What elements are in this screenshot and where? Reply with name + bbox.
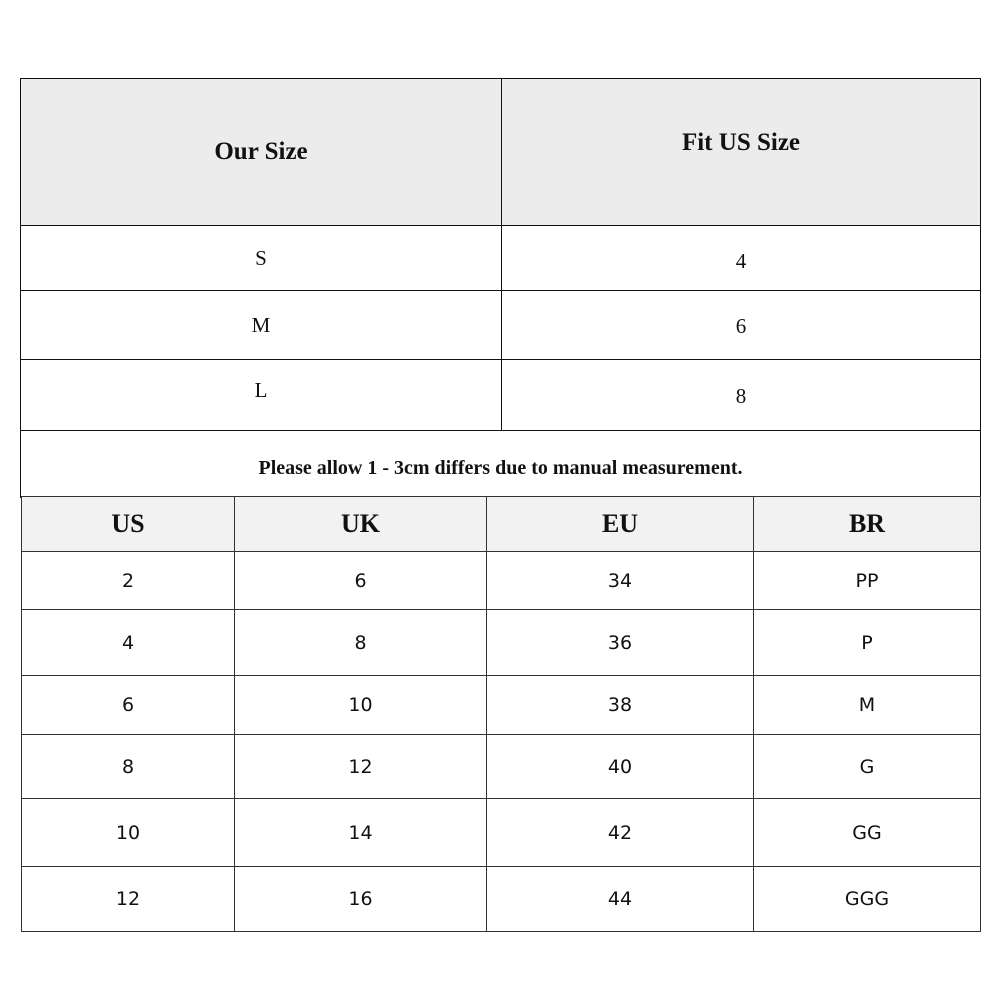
table-row [22, 799, 981, 867]
cell: P [754, 610, 981, 676]
table-row [22, 676, 981, 735]
cell: 8 [502, 360, 981, 431]
cell: 38 [487, 676, 754, 735]
table-row [22, 610, 981, 676]
cell: 8 [235, 610, 487, 676]
header-our-size: Our Size [21, 79, 502, 226]
cell: 2 [22, 552, 235, 610]
header-fit-us-size: Fit US Size [502, 79, 981, 226]
cell: 10 [235, 676, 487, 735]
cell: L [21, 360, 502, 431]
cell: 14 [235, 799, 487, 867]
cell: 10 [22, 799, 235, 867]
size-conversion-table [21, 496, 981, 932]
cell: GG [754, 799, 981, 867]
table-row [21, 226, 981, 291]
cell: 4 [502, 226, 981, 291]
table-row [22, 735, 981, 799]
measurement-note-row [21, 431, 981, 498]
table-row [22, 552, 981, 610]
header-eu: EU [487, 497, 754, 552]
cell: 6 [22, 676, 235, 735]
table-header-row [22, 497, 981, 552]
table-row [21, 291, 981, 360]
cell: 6 [235, 552, 487, 610]
header-br: BR [754, 497, 981, 552]
cell: 4 [22, 610, 235, 676]
cell: 6 [502, 291, 981, 360]
cell: 42 [487, 799, 754, 867]
table-header-row [21, 79, 981, 226]
header-us: US [22, 497, 235, 552]
measurement-note: Please allow 1 - 3cm differs due to manual measurement. [21, 431, 981, 498]
cell: M [754, 676, 981, 735]
cell: 12 [235, 735, 487, 799]
cell: G [754, 735, 981, 799]
fit-size-table [20, 78, 981, 498]
cell: 40 [487, 735, 754, 799]
cell: 12 [22, 867, 235, 932]
cell: 16 [235, 867, 487, 932]
cell: GGG [754, 867, 981, 932]
table-row [21, 360, 981, 431]
header-uk: UK [235, 497, 487, 552]
cell: 8 [22, 735, 235, 799]
cell: 36 [487, 610, 754, 676]
cell: M [21, 291, 502, 360]
cell: 44 [487, 867, 754, 932]
table-row [22, 867, 981, 932]
cell: PP [754, 552, 981, 610]
cell: S [21, 226, 502, 291]
cell: 34 [487, 552, 754, 610]
